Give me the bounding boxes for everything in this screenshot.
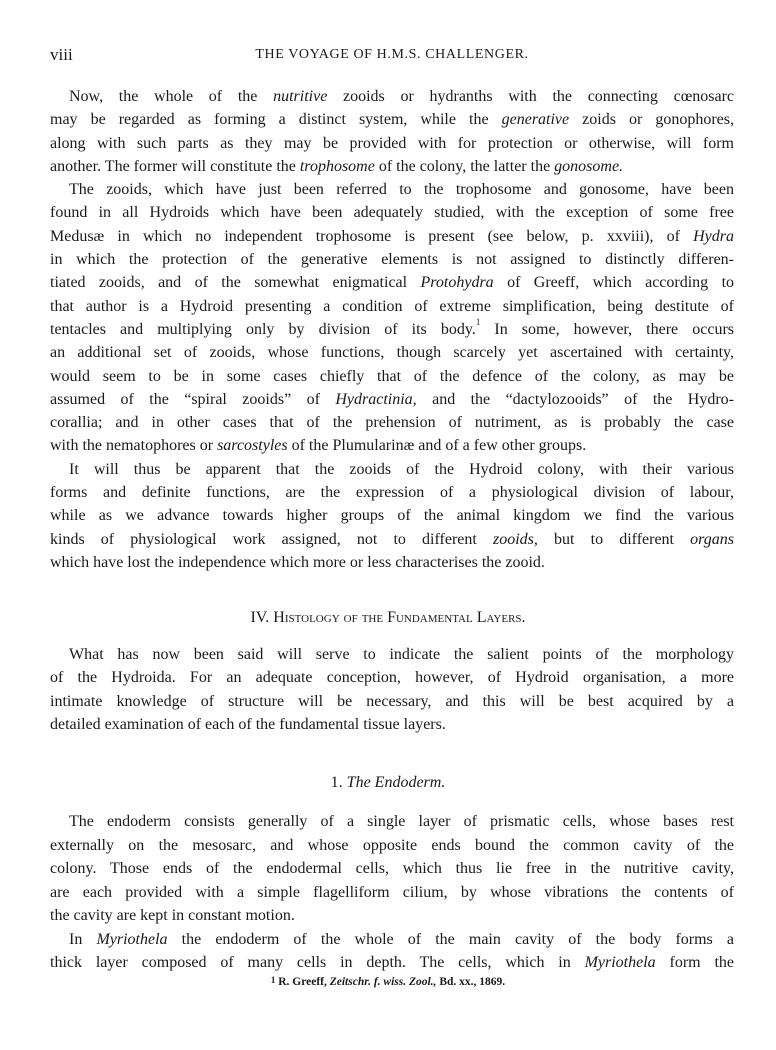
- text-line: [50, 108, 734, 131]
- text-line: [50, 248, 734, 271]
- section-numeral: IV.: [250, 609, 270, 626]
- text-run: corallia; and in other cases that of the prehension of nutriment, as is probably the case: [50, 414, 734, 432]
- text-run: while as we advance towards higher groups of the animal kingdom we find the various: [50, 507, 734, 525]
- text-run: What has now been said will serve to indicate the salient points of the morphology: [69, 646, 734, 663]
- text-line: [50, 201, 734, 224]
- text-line: [50, 904, 734, 928]
- text-line: [50, 85, 734, 108]
- italic-text: Zeitschr. f. wiss. Zool.,: [329, 976, 437, 988]
- text-run: would seem to be in some cases chiefly that of the defence of the colony, as may be: [50, 367, 734, 385]
- text-run: tiated zooids, and of the somewhat enigmatical: [50, 274, 421, 292]
- text-run: form the: [655, 954, 735, 971]
- text-run: R. Greeff,: [275, 976, 330, 988]
- body-text-block-3: [50, 810, 734, 975]
- italic-text: Hydractinia,: [335, 390, 417, 408]
- text-run: detailed examination of each of the fundamental tissue layers.: [50, 715, 446, 733]
- italic-text: sarcostyles: [217, 437, 288, 455]
- text-run: may be regarded as forming a distinct system, while the: [50, 111, 502, 129]
- text-run: tentacles and multiplying only by division of its body.: [50, 320, 476, 338]
- text-run: along with such parts as they may be provided with for protection or otherwise, will form: [50, 134, 734, 152]
- text-line: [50, 666, 734, 689]
- subsection-title: The Endoderm.: [346, 774, 446, 791]
- text-run: zoids or gonophores,: [569, 111, 735, 129]
- text-run: Bd. xx., 1869.: [436, 976, 506, 988]
- text-line: [50, 690, 734, 713]
- body-text-block-2: [50, 643, 734, 736]
- text-line: [50, 411, 734, 434]
- text-line: [50, 951, 734, 975]
- text-run: of the Plumularinæ and of a few other groups.: [287, 437, 587, 455]
- subsection-heading: [0, 774, 776, 792]
- text-run: and the “dactylozooids” of the Hydro-: [416, 390, 734, 408]
- text-run: The zooids, which have just been referred to the trophosome and gonosome, have been: [69, 181, 734, 199]
- text-line: [50, 271, 734, 294]
- text-run: intimate knowledge of structure will be necessary, and this will be best acquired by a: [50, 692, 734, 710]
- text-run: In: [69, 930, 97, 948]
- text-line: [50, 881, 734, 905]
- text-run: of Greeff, which according to: [493, 274, 735, 292]
- text-line: [50, 318, 734, 341]
- text-line: [50, 834, 734, 858]
- text-run: which have lost the independence which more or less characterises the zooid.: [50, 553, 545, 571]
- italic-text: Myriothela: [96, 930, 168, 948]
- footnote-marker: 1: [270, 975, 276, 985]
- italic-text: gonosome.: [554, 157, 624, 175]
- text-run: Medusæ in which no independent trophosome is present (see below, p. xxviii), of: [50, 227, 694, 245]
- text-run: of the Hydroida. For an adequate conception, however, of Hydroid organisation, a more: [50, 669, 734, 687]
- text-run: forms and definite functions, are the expression of a physiological division of labour,: [50, 484, 734, 502]
- text-run: an additional set of zooids, whose functions, though scarcely yet ascertained with certainty,: [50, 344, 734, 362]
- text-run: are each provided with a simple flagelliform cilium, by whose vibrations the contents of: [50, 883, 734, 901]
- text-line: [50, 810, 734, 834]
- footnote-marker: 1: [475, 316, 481, 327]
- text-run: It will thus be apparent that the zooids of the Hydroid colony, with their various: [69, 460, 734, 478]
- text-line: [50, 928, 734, 952]
- text-line: [50, 643, 734, 666]
- text-run: thick layer composed of many cells in depth. The cells, which in: [50, 954, 585, 971]
- text-line: [50, 178, 734, 201]
- italic-text: Protohydra: [420, 274, 494, 292]
- section-title: Histology of the Fundamental Layers.: [273, 609, 526, 626]
- text-line: [50, 295, 734, 318]
- text-run: colony. Those ends of the endodermal cells, which thus lie free in the nutritive cavity,: [50, 860, 734, 877]
- text-line: [50, 365, 734, 388]
- text-run: but to different: [537, 530, 691, 548]
- body-text-block-1: [50, 85, 734, 574]
- text-run: the cavity are kept in constant motion.: [50, 907, 295, 924]
- text-run: kinds of physiological work assigned, not to different: [50, 530, 493, 548]
- text-line: [50, 225, 734, 248]
- italic-text: trophosome: [299, 157, 375, 175]
- text-line: [50, 481, 734, 504]
- italic-text: Hydra: [693, 227, 734, 245]
- text-line: [50, 504, 734, 527]
- text-run: Now, the whole of the: [69, 88, 274, 105]
- text-run: In some, however, there occurs: [480, 320, 735, 338]
- italic-text: organs: [690, 530, 735, 548]
- italic-text: nutritive: [273, 88, 328, 105]
- text-run: of the colony, the latter the: [374, 157, 555, 175]
- subsection-number: 1.: [330, 774, 343, 791]
- text-run: that author is a Hydroid presenting a condition of extreme simplification, being destitute of: [50, 297, 734, 315]
- text-run: the endoderm of the whole of the main cavity of the body forms a: [167, 930, 735, 948]
- text-line: [50, 132, 734, 155]
- italic-text: zooids,: [493, 530, 538, 548]
- text-run: zooids or hydranths with the connecting cœnosarc: [327, 88, 735, 105]
- footnote: [0, 976, 776, 988]
- text-line: [50, 341, 734, 364]
- page-number: viii: [50, 45, 73, 64]
- running-head: [50, 45, 734, 69]
- running-title: THE VOYAGE OF H.M.S. CHALLENGER.: [255, 47, 529, 62]
- text-line: [50, 155, 734, 178]
- text-run: externally on the mesosarc, and whose opposite ends bound the common cavity of the: [50, 836, 734, 854]
- text-line: [50, 528, 734, 551]
- text-line: [50, 434, 734, 457]
- text-line: [50, 388, 734, 411]
- text-run: found in all Hydroids which have been adequately studied, with the exception of some free: [50, 204, 734, 222]
- text-line: [50, 713, 734, 736]
- text-run: with the nematophores or: [50, 437, 218, 455]
- text-run: another. The former will constitute the: [50, 157, 300, 175]
- text-run: in which the protection of the generative elements is not assigned to distinctly differen-: [50, 251, 734, 269]
- text-line: [50, 857, 734, 881]
- text-line: [50, 458, 734, 481]
- text-run: The endoderm consists generally of a single layer of prismatic cells, whose bases rest: [69, 813, 734, 830]
- section-heading: [0, 609, 776, 627]
- text-line: [50, 551, 734, 574]
- italic-text: Myriothela: [584, 954, 656, 971]
- text-run: assumed of the “spiral zooids” of: [50, 390, 336, 408]
- italic-text: generative: [501, 111, 570, 129]
